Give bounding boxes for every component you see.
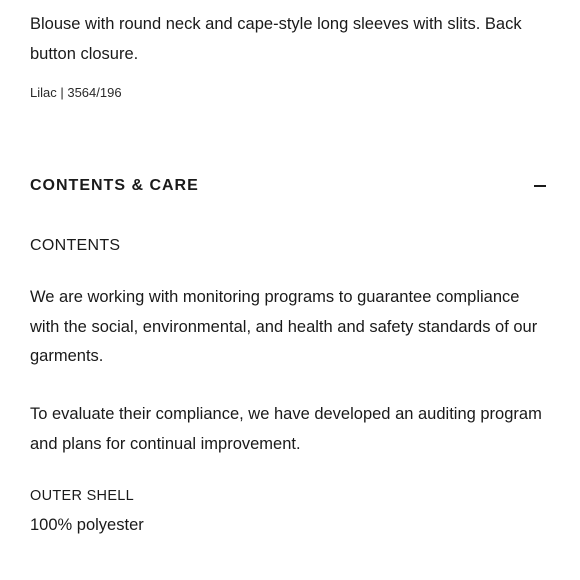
compliance-paragraph: We are working with monitoring programs to guarantee compliance with the social, environmental, and health and safety standards of our garments. (30, 288, 538, 365)
audit-paragraph: To evaluate their compliance, we have developed an auditing program and plans for continual improvement. (30, 405, 542, 453)
outer-shell-label: OUTER SHELL (30, 488, 135, 504)
minus-icon-bar (534, 185, 546, 186)
product-description: Blouse with round neck and cape-style long sleeves with slits. Back button closure. (30, 15, 522, 63)
minus-icon[interactable] (533, 174, 547, 198)
contents-care-accordion-header[interactable] (30, 174, 550, 198)
product-color-reference: Lilac | 3564/196 (30, 85, 122, 100)
section-title: CONTENTS & CARE (30, 177, 199, 194)
contents-heading: CONTENTS (30, 237, 121, 254)
outer-shell-value: 100% polyester (30, 516, 144, 534)
